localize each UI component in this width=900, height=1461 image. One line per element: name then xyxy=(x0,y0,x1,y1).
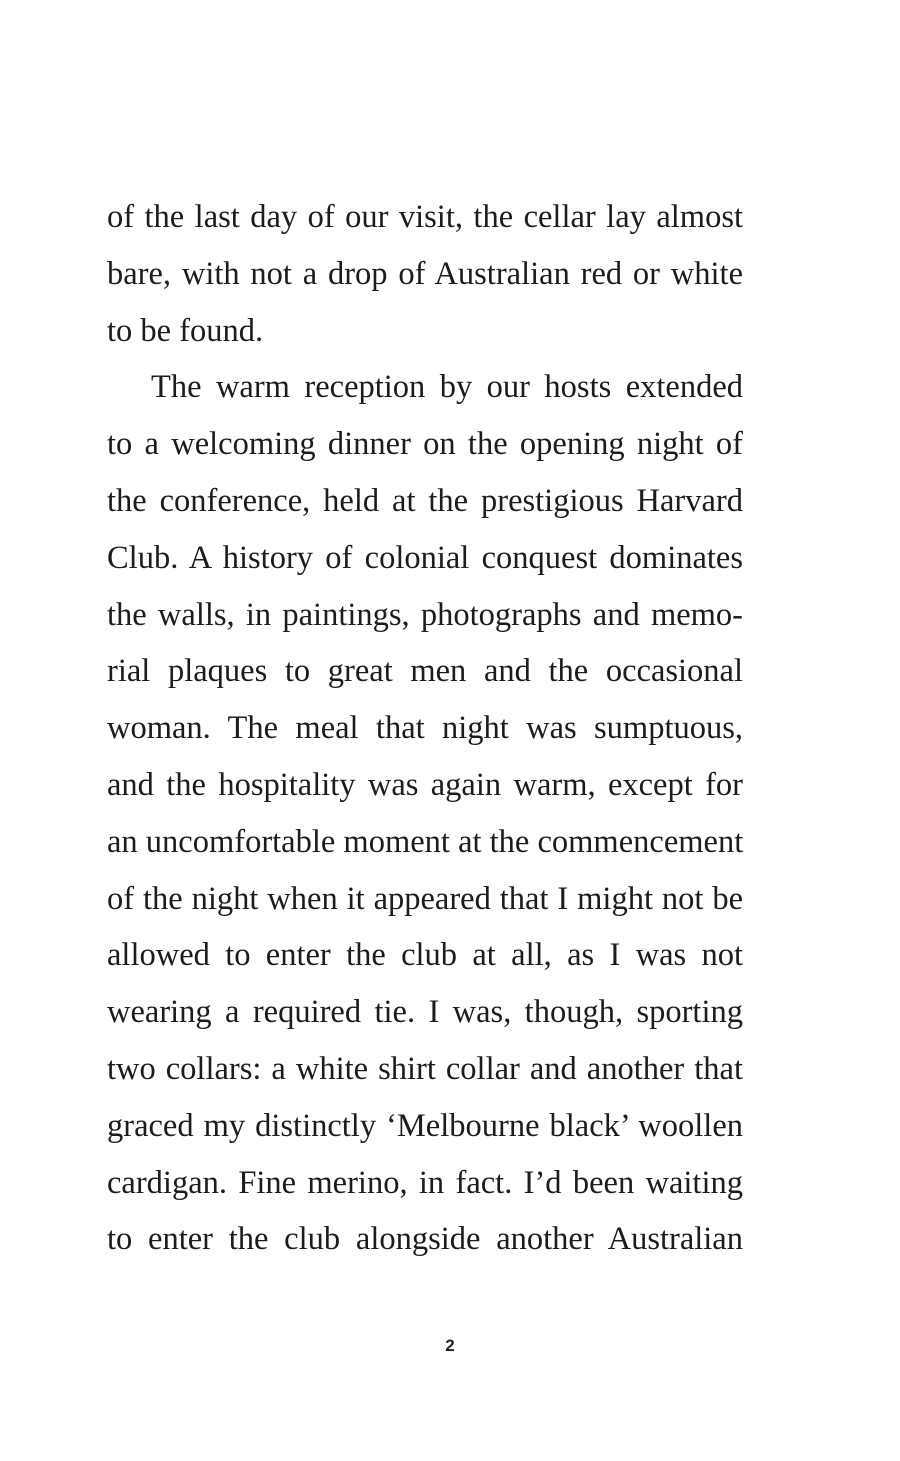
body-text xyxy=(107,189,743,1268)
text-line: the walls, in paintings, photographs and memo- xyxy=(107,596,743,633)
text-line: graced my distinctly ‘Melbourne black’ woollen xyxy=(107,1107,743,1144)
text-line: the conference, held at the prestigious Harvard xyxy=(107,482,743,519)
text-line: of the night when it appeared that I might not be xyxy=(107,880,743,917)
text-line: and the hospitality was again warm, except for xyxy=(107,766,743,803)
paragraph-1 xyxy=(107,189,743,359)
text-line: cardigan. Fine merino, in fact. I’d been waiting xyxy=(107,1164,743,1201)
text-line: bare, with not a drop of Australian red or white xyxy=(107,255,743,292)
text-line: of the last day of our visit, the cellar lay almost xyxy=(107,199,743,235)
paragraph-2 xyxy=(107,359,743,1268)
page-number: 2 xyxy=(445,1336,455,1355)
text-line: The warm reception by our hosts extended xyxy=(151,369,743,406)
text-line: woman. The meal that night was sumptuous, xyxy=(107,710,743,747)
text-line: wearing a required tie. I was, though, sporting xyxy=(107,994,743,1031)
text-line: rial plaques to great men and the occasional xyxy=(107,653,743,690)
text-line: to enter the club alongside another Australian xyxy=(107,1221,743,1258)
text-line: to a welcoming dinner on the opening night of xyxy=(107,426,743,463)
text-line: an uncomfortable moment at the commencement xyxy=(107,823,744,860)
text-line: to be found. xyxy=(107,312,264,349)
text-line: two collars: a white shirt collar and another that xyxy=(107,1050,743,1087)
text-line: allowed to enter the club at all, as I was not xyxy=(107,937,743,974)
text-line: Club. A history of colonial conquest dominates xyxy=(107,539,743,576)
